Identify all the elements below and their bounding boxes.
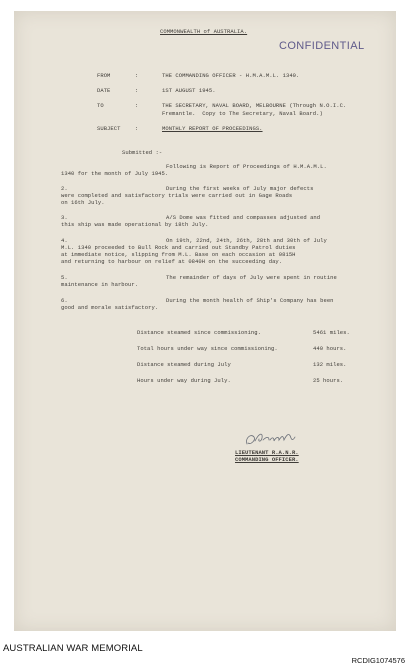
submitted-line: Submitted :- (122, 149, 163, 156)
para-3-number: 3. (61, 214, 68, 221)
stat-value: 25 hours. (313, 377, 344, 384)
para-2-line-2: were completed and satisfactory trials were carried out in Gage Roads (61, 192, 293, 199)
signature-rank: LIEUTENANT R.A.N.R. (235, 449, 299, 456)
para-4-line-2: M.L. 1340 proceeded to Bull Rock and carried out Standby Patrol duties (61, 244, 296, 251)
date-label: DATE (97, 87, 111, 94)
stat-label: Distance steamed since commissioning. (137, 329, 261, 336)
para-3-line-1: A/S Dome was fitted and compasses adjusted and (166, 214, 321, 221)
date-colon: : (135, 87, 139, 94)
stat-label: Hours under way during July. (137, 377, 231, 384)
from-label: FROM (97, 72, 111, 79)
para-5-line-2: maintenance in harbour. (61, 281, 139, 288)
para-2-number: 2. (61, 185, 68, 192)
para-4-number: 4. (61, 237, 68, 244)
para-1-line-2: 1340 for the month of July 1945. (61, 170, 169, 177)
para-6-number: 6. (61, 297, 68, 304)
para-3-line-2: this ship was made operational by 18th July. (61, 221, 209, 228)
subject-value: MONTHLY REPORT OF PROCEEDINGS. (162, 125, 263, 132)
para-4-line-4: and returning to harbour on relief at 0840H on the succeeding day. (61, 258, 283, 265)
from-colon: : (135, 72, 139, 79)
handwritten-signature (243, 428, 297, 450)
archive-reference: RCDIG1074576 (351, 656, 405, 665)
to-colon: : (135, 102, 139, 109)
archive-institution: AUSTRALIAN WAR MEMORIAL (3, 643, 143, 654)
to-value-line-1: THE SECRETARY, NAVAL BOARD, MELBOURNE (Through N.O.I.C. (162, 102, 347, 109)
para-2-line-3: on 16th July. (61, 199, 105, 206)
stat-label: Distance steamed during July (137, 361, 231, 368)
confidential-stamp: CONFIDENTIAL (279, 40, 365, 52)
subject-label: SUBJECT (97, 125, 121, 132)
para-6-line-2: good and morale satisfactory. (61, 304, 159, 311)
document-title: COMMONWEALTH of AUSTRALIA. (160, 28, 248, 35)
para-5-line-1: The remainder of days of July were spent in routine (166, 274, 337, 281)
to-value-line-2: Fremantle. Copy to The Secretary, Naval Board.) (162, 110, 323, 117)
para-4-line-3: at immediate notice, slipping from M.L. Base on each occasion at 0815H (61, 251, 296, 258)
para-4-line-1: On 19th, 22nd, 24th, 26th, 28th and 30th of July (166, 237, 327, 244)
subject-colon: : (135, 125, 139, 132)
stat-label: Total hours under way since commissioning. (137, 345, 278, 352)
to-label: TO (97, 102, 104, 109)
stat-value: 440 hours. (313, 345, 347, 352)
para-1-line-1: Following is Report of Proceedings of H.M.A.M.L. (166, 163, 327, 170)
para-5-number: 5. (61, 274, 68, 281)
date-value: 1ST AUGUST 1945. (162, 87, 216, 94)
from-value: THE COMMANDING OFFICER - H.M.A.M.L. 1340. (162, 72, 300, 79)
para-6-line-1: During the month health of Ship's Company has been (166, 297, 334, 304)
stat-value: 5461 miles. (313, 329, 350, 336)
para-2-line-1: During the first weeks of July major defects (166, 185, 314, 192)
signature-role: COMMANDING OFFICER. (235, 456, 299, 463)
stat-value: 132 miles. (313, 361, 347, 368)
